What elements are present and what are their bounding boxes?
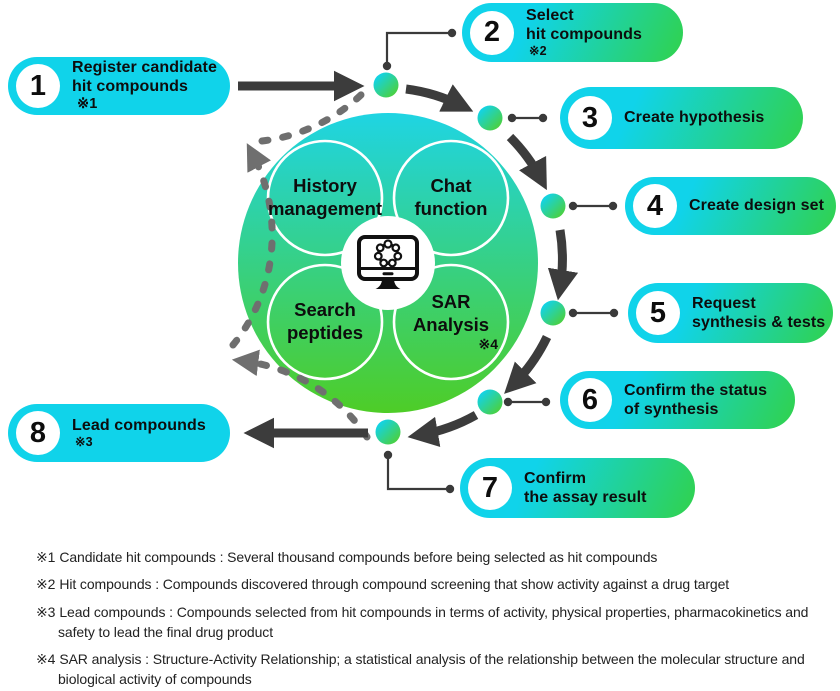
step-label: Lead compounds ※3 [72, 416, 206, 450]
step-label: Request synthesis & tests [692, 294, 826, 331]
step-pill-3 [560, 87, 803, 149]
feature-chat-function: Chat function [414, 175, 488, 220]
step-number: 7 [468, 466, 512, 510]
node-dot-4 [541, 301, 566, 326]
feature-history-management: History management [267, 175, 383, 220]
step-number: 4 [633, 184, 677, 228]
step-number: 5 [636, 291, 680, 335]
step-pill-6 [560, 371, 795, 429]
step-number: 8 [16, 411, 60, 455]
footnote-text: Candidate hit compounds : Several thousand compounds before being selected as hit compounds [59, 549, 658, 565]
footnote-ref: ※3 [75, 435, 93, 450]
footnote-text: Lead compounds : Compounds selected from hit compounds in terms of activity, physical properties, pharmacokinetics and safety to lead the final drug product [58, 603, 809, 640]
step-label: Confirm the assay result [524, 469, 647, 506]
feature-search-peptides: Search peptides [286, 299, 364, 344]
step-label: Register candidate hit compounds ※1 [72, 59, 217, 113]
step-label: Confirm the status of synthesis [624, 381, 768, 418]
footnote-ref: ※2 [529, 44, 547, 59]
step-pill-7 [460, 458, 695, 518]
footnote-ref: ※4 [478, 336, 498, 353]
step-label: Create hypothesis [624, 109, 765, 127]
arc-arrow-1-2 [406, 89, 462, 106]
node-dot-1 [374, 73, 399, 98]
footnote-4 [36, 649, 836, 690]
node-dot-6 [376, 420, 401, 445]
footnote-ref: ※1 [77, 96, 98, 113]
footnote-text: SAR analysis : Structure-Activity Relationship; a statistical analysis of the relationship between the molecular structure and biological activity of compounds [58, 651, 805, 688]
step-number: 2 [470, 11, 514, 55]
step-number: 6 [568, 378, 612, 422]
footnote-2 [36, 574, 836, 594]
footnote-marker: ※2 [36, 576, 56, 593]
footnote-3 [36, 602, 836, 643]
step-number: 3 [568, 96, 612, 140]
footnote-marker: ※3 [36, 603, 56, 620]
step-pill-5 [628, 283, 833, 343]
feature-sar-analysis: SAR Analysis ※4 [378, 290, 524, 354]
step-pill-8 [8, 404, 230, 462]
footnote-text: Hit compounds : Compounds discovered through compound screening that show activity against a drug target [59, 576, 730, 593]
arc-arrow-3-4 [560, 230, 562, 288]
node-dot-3 [541, 194, 566, 219]
step-label: Create design set [689, 197, 825, 215]
footnote-marker: ※1 [36, 549, 56, 565]
arc-arrow-5-6 [420, 415, 476, 435]
node-dot-2 [478, 106, 503, 131]
node-dot-5 [478, 390, 503, 415]
step-number: 1 [16, 64, 60, 108]
footnote-marker: ※4 [36, 651, 56, 668]
step-pill-2 [462, 3, 683, 62]
step-pill-1 [8, 57, 230, 115]
step-label: Select hit compounds ※2 [526, 6, 642, 59]
footnotes [36, 547, 836, 691]
arc-arrow-2-3 [510, 137, 541, 179]
footnote-1 [36, 547, 836, 567]
step-pill-4 [625, 177, 836, 235]
